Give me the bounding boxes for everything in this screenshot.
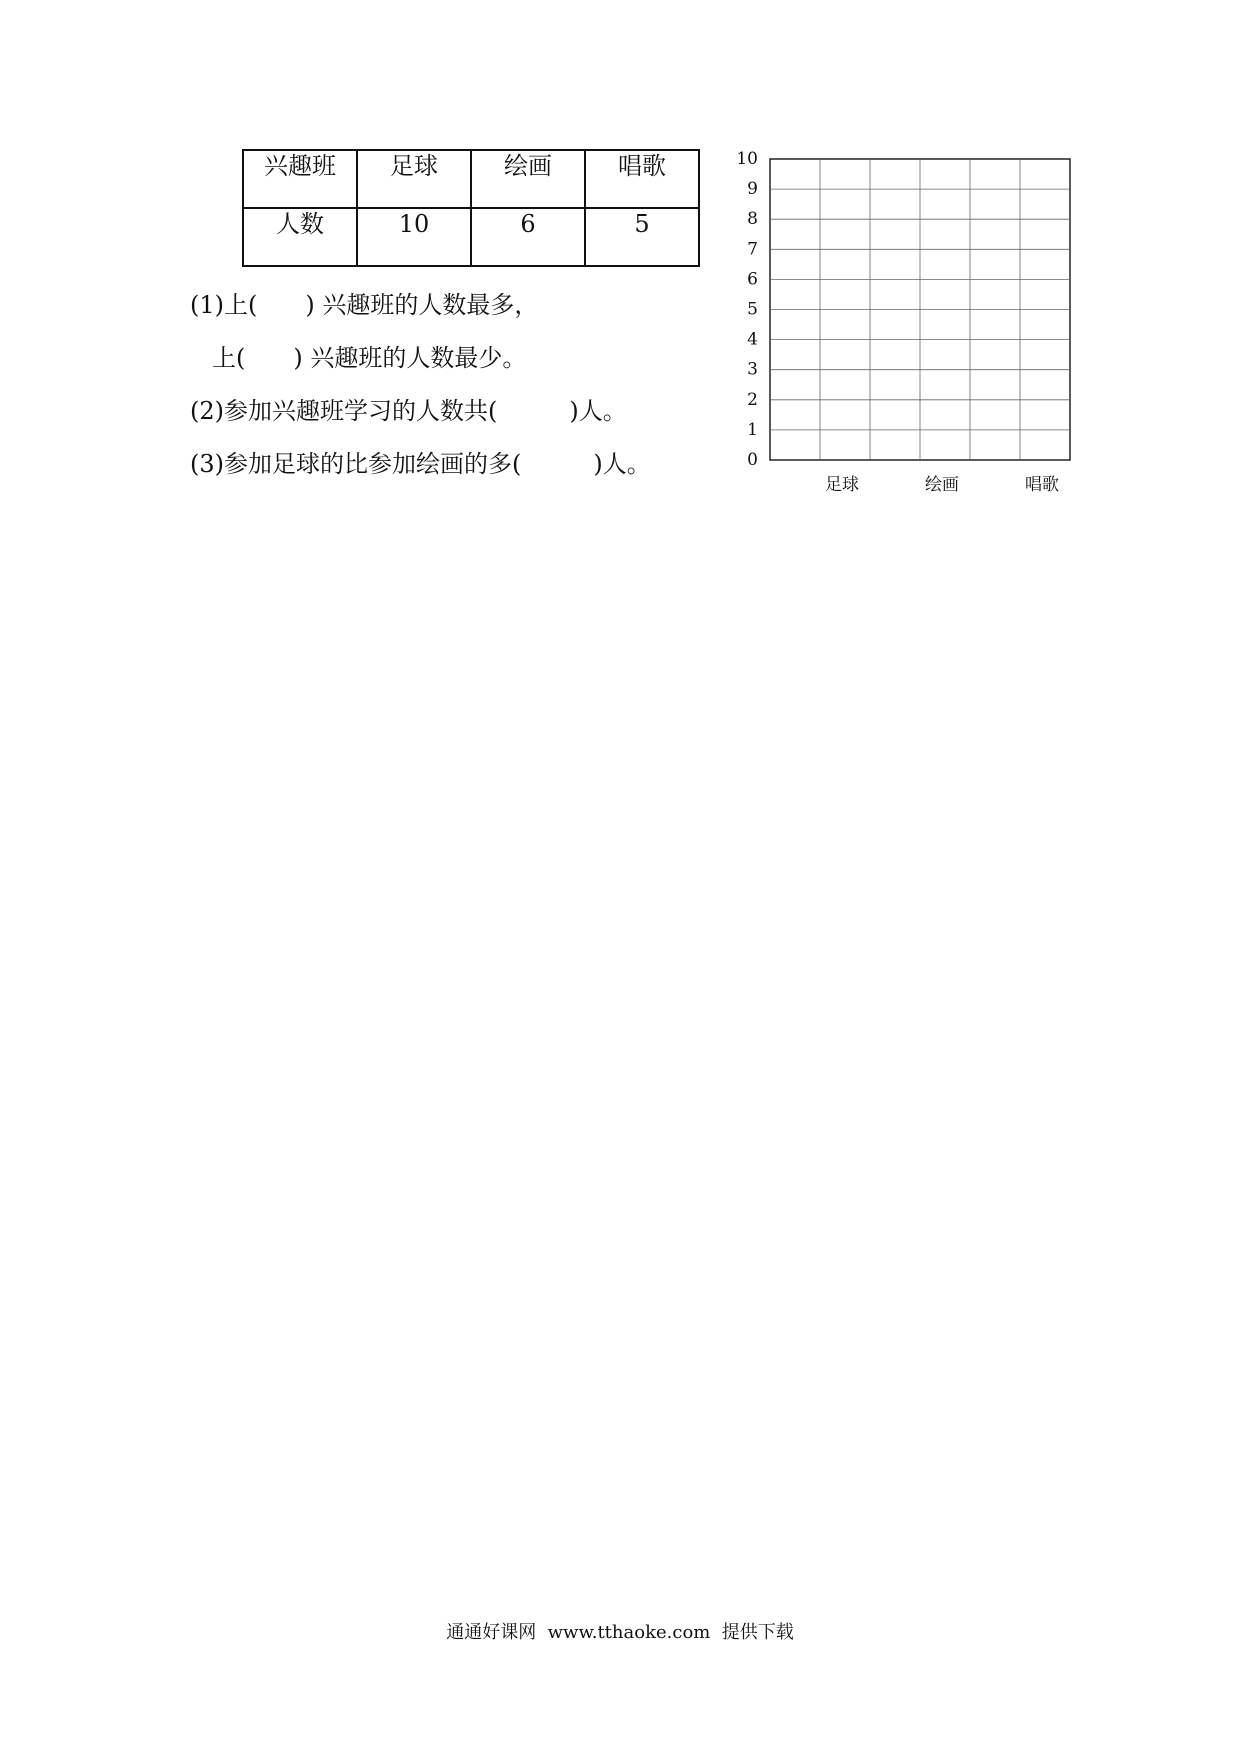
question-1a: (1)上( ) 兴趣班的人数最多， bbox=[190, 291, 539, 319]
data-table bbox=[242, 149, 700, 267]
y-tick-label: 5 bbox=[747, 299, 758, 320]
table-cell: 6 bbox=[471, 208, 585, 266]
x-tick-label: 唱歌 bbox=[1025, 475, 1059, 495]
x-tick-label: 绘画 bbox=[925, 475, 959, 495]
y-tick-label: 2 bbox=[747, 389, 758, 410]
question-2: (2)参加兴趣班学习的人数共( )人。 bbox=[190, 397, 627, 425]
x-axis-labels bbox=[825, 475, 1059, 495]
y-tick-label: 10 bbox=[736, 149, 758, 169]
table-row bbox=[243, 208, 699, 266]
x-tick-label: 足球 bbox=[825, 475, 859, 495]
table-cell: 人数 bbox=[243, 208, 357, 266]
y-tick-label: 0 bbox=[747, 450, 758, 470]
y-tick-label: 4 bbox=[747, 329, 758, 350]
table-cell: 兴趣班 bbox=[243, 150, 357, 208]
chart-grid bbox=[770, 159, 1070, 460]
question-1b: 上( ) 兴趣班的人数最少。 bbox=[212, 344, 527, 372]
y-tick-label: 1 bbox=[747, 419, 758, 440]
y-axis-ticks bbox=[736, 149, 758, 470]
table-cell: 绘画 bbox=[471, 150, 585, 208]
table-cell: 5 bbox=[585, 208, 699, 266]
table-header-row bbox=[243, 150, 699, 208]
question-3: (3)参加足球的比参加绘画的多( )人。 bbox=[190, 450, 651, 478]
y-tick-label: 7 bbox=[747, 239, 758, 260]
table-cell: 足球 bbox=[357, 150, 471, 208]
table-cell: 唱歌 bbox=[585, 150, 699, 208]
bar-chart-grid bbox=[730, 140, 1090, 510]
y-tick-label: 3 bbox=[747, 359, 758, 380]
y-tick-label: 8 bbox=[747, 209, 758, 230]
y-tick-label: 6 bbox=[747, 269, 758, 290]
y-tick-label: 9 bbox=[747, 179, 758, 200]
footer-text: 通通好课网 www.tthaoke.com 提供下载 bbox=[446, 1622, 794, 1643]
table-cell: 10 bbox=[357, 208, 471, 266]
